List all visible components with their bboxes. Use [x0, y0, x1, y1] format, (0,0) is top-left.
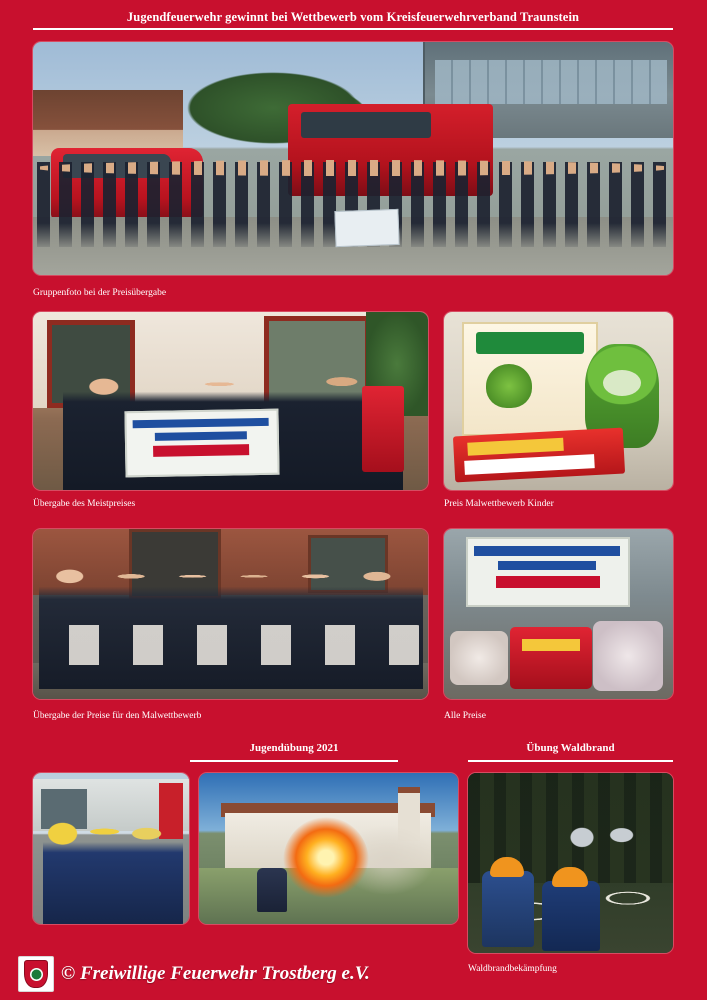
photo-jugenduebung-gruppe — [33, 773, 189, 924]
youth-firefighter-left — [482, 871, 534, 947]
banner-line-2 — [464, 454, 595, 475]
caption-meistpreis: Übergabe des Meistpreises — [33, 499, 136, 509]
gift-parcel-left — [450, 631, 508, 685]
feuerwehr-trostberg-logo-icon — [18, 956, 54, 992]
meistpreis-poster — [124, 409, 279, 478]
shield-icon — [24, 960, 48, 988]
youth-firefighters — [43, 819, 183, 924]
footer — [18, 956, 370, 992]
poster-line-1 — [133, 418, 269, 428]
fire-truck-windshield — [301, 112, 431, 138]
caption-preisuebergabe: Übergabe der Preise für den Malwettbewerb — [33, 711, 202, 721]
firefighters-background — [560, 819, 648, 865]
game-box-title — [476, 332, 584, 354]
action-started-banner — [453, 428, 625, 483]
poster-line-3 — [496, 576, 600, 588]
gift-basket — [593, 621, 663, 691]
caption-gruppenfoto: Gruppenfoto bei der Preisübergabe — [33, 288, 167, 298]
poster-line-1 — [474, 546, 620, 556]
page-header — [33, 10, 673, 30]
photo-meistpreis — [33, 312, 428, 490]
caption-alle-preise: Alle Preise — [444, 711, 486, 721]
header-divider — [33, 28, 673, 30]
plush-toy-face — [603, 370, 641, 396]
photo-feuerloeschuebung — [199, 773, 458, 924]
page-title: Jugendfeuerwehr gewinnt bei Wettbewerb vom Kreisfeuerwehrverband Traunstein — [126, 10, 580, 24]
held-sign — [334, 209, 399, 247]
photo-gruppenfoto — [33, 42, 673, 275]
bag-label — [522, 639, 580, 651]
fire-flame — [283, 817, 369, 907]
shield-inner-emblem — [30, 968, 43, 981]
poster-line-2 — [498, 561, 596, 570]
caption-waldbrandbekaempfung: Waldbrandbekämpfung — [468, 964, 557, 974]
photo-alle-preise — [444, 529, 673, 699]
group-heads — [33, 160, 673, 176]
game-box — [462, 322, 598, 436]
poster-line-2 — [155, 431, 247, 441]
section-divider-waldbrand — [468, 760, 673, 762]
youth-firefighter-right — [542, 881, 600, 951]
copyright-text: © Freiwillige Feuerwehr Trostberg e.V. — [61, 963, 370, 984]
building-glass-facade — [435, 60, 667, 104]
gift-packages — [43, 625, 423, 665]
background-house — [33, 90, 183, 156]
photo-preisuebergabe-malwettbewerb — [33, 529, 428, 699]
section-title-jugenduebung: Jugendübung 2021 — [249, 742, 339, 754]
frog-illustration — [486, 364, 532, 408]
firefighter — [257, 868, 287, 912]
section-divider-jugenduebung — [190, 760, 398, 762]
section-title-waldbrand: Übung Waldbrand — [526, 742, 615, 754]
red-bag — [510, 627, 592, 689]
photo-waldbrandbekaempfung — [468, 773, 673, 953]
photo-malwettbewerb-kinder — [444, 312, 673, 490]
meistpreis-poster — [466, 537, 630, 607]
poster-line-3 — [153, 444, 249, 457]
banner-line-1 — [467, 438, 564, 456]
red-flag — [362, 386, 404, 472]
caption-malwettbewerb-kinder: Preis Malwettbewerb Kinder — [444, 499, 554, 509]
